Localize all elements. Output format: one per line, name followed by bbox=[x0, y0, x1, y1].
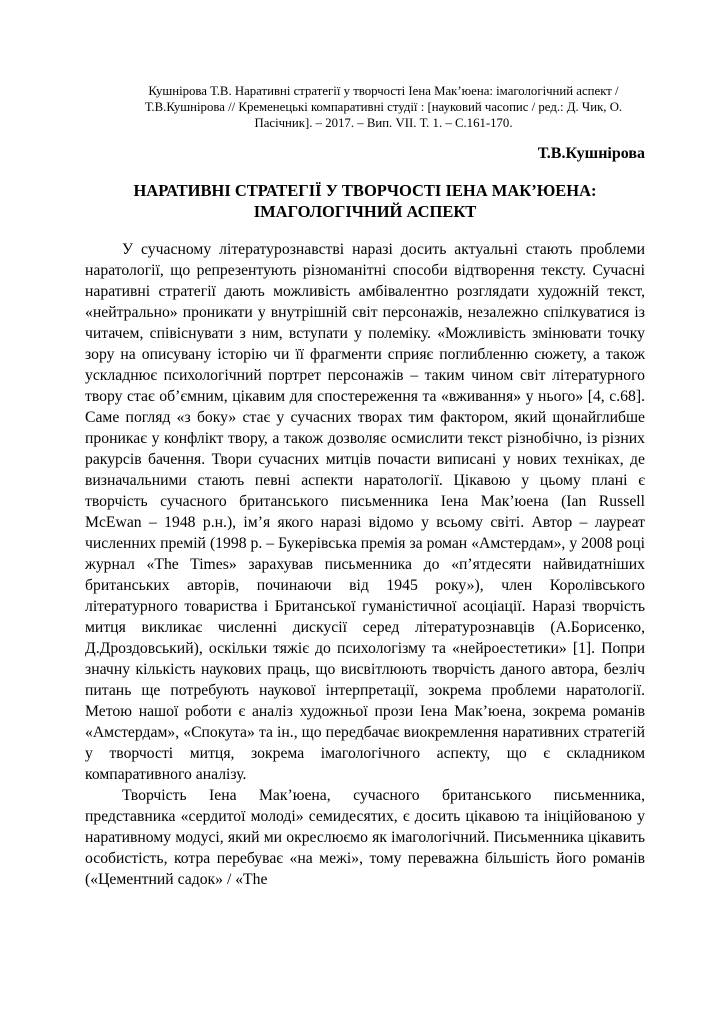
paragraph: Творчість Іена Мак’юена, сучасного британського письменника, представника «сердитої молоді» семидесятих, є досить цікавою та ініційованою у наративному модусі, який ми окреслюємо як імагологічний. Письменника цікавить особистість, котра перебуває «на межі», тому переважна більшість його романів («Цементний садок» / «The bbox=[85, 786, 645, 888]
paper-title: НАРАТИВНІ СТРАТЕГІЇ У ТВОРЧОСТІ ІЕНА МАК’ЮЕНА: ІМАГОЛОГІЧНИЙ АСПЕКТ bbox=[133, 180, 597, 221]
paper-body bbox=[85, 239, 645, 890]
paragraph: У сучасному літературознавстві наразі досить актуальні стають проблеми наратології, що репрезентують різноманітні способи відтворення тексту. Сучасні наративні стратегії дають можливість амбівалентно розглядати художній текст, «нейтрально» проникати у внутрішній світ персонажів, незалежно спілкуватися із читачем, співіснувати з ним, вступати у полеміку. «Можливість змінювати точку зору на описувану історію чи її фрагменти сприяє поглибленню сюжету, а також ускладнює психологічний портрет персонажів – таким чином світ літературного твору стає об’ємним, цікавим для спостереження та «вживання» у нього» [4, с.68]. Саме погляд «з боку» стає у сучасних творах тим фактором, який щонайглибше проникає у конфлікт твору, а також дозволяє осмислити текст різнобічно, із різних ракурсів бачення. Твори сучасних митців почасти виписані у нових техніках, де визначальними стають певні аспекти наратології. Цікавою у цьому плані є творчість сучасного британського письменника Іена Мак’юена (Ian Russell McEwan – 1948 р.н.), ім’я якого наразі відомо у всьому світі. Автор – лауреат численних премій (1998 р. – Букерівська премія за роман «Амстердам», у 2008 році журнал «The Times» зарахував письменника до «п’ятдесяти найвидатніших британських авторів, починаючи від 1945 року»), член Королівського літературного товариства і Британської гуманістичної асоціації. Наразі творчість митця викликає численні дискусії серед літературознавців (А.Борисенко, Д.Дроздовський), оскільки тяжіє до психологізму та «нейроестетики» [1]. Попри значну кількість наукових праць, що висвітлюють творчість даного автора, безліч питань ще потребують наукової інтерпретації, зокрема проблеми наратології. Метою нашої роботи є аналіз художньої прози Іена Мак’юена, зокрема романів «Амстердам», «Спокута» та ін., що передбачає виокремлення наративних стратегій у творчості митця, зокрема імагологічного аспекту, що є складником компаративного аналізу. bbox=[85, 240, 645, 783]
author-name: Т.В.Кушнірова bbox=[537, 144, 645, 162]
bibliographic-citation: Кушнірова Т.В. Наративні стратегії у творчості Іена Мак’юена: імагологічний аспект / Т.В.Кушнірова // Кременецькі компаративні студії : [науковий часопис / ред.: Д. Чик, О. Пасічник]. – 2017. – Вип. VII. Т. 1. – С.161-170. bbox=[144, 84, 623, 130]
